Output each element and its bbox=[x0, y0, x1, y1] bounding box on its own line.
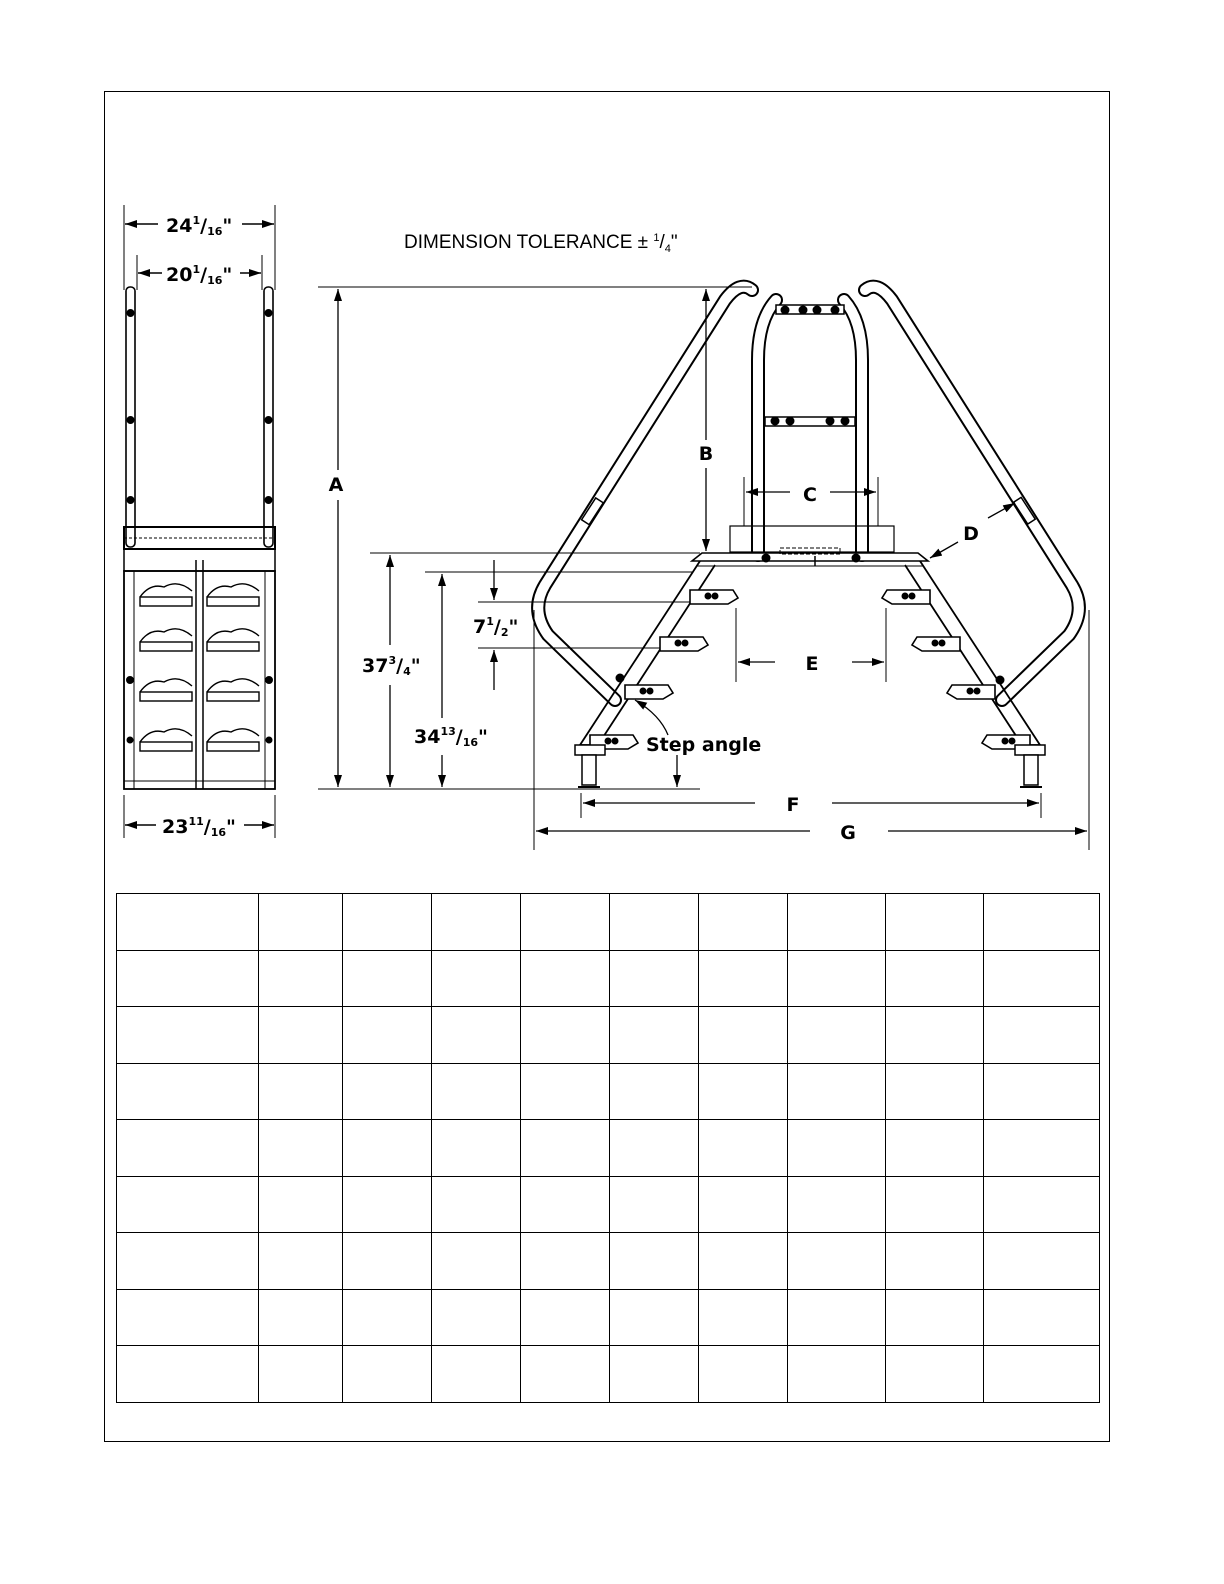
side-view bbox=[318, 287, 1089, 850]
left-treads bbox=[590, 590, 738, 749]
table-cell bbox=[610, 1007, 699, 1064]
right-stringer bbox=[905, 561, 1040, 745]
table-row bbox=[117, 1120, 1100, 1177]
table-cell bbox=[343, 1233, 432, 1290]
table-cell bbox=[432, 1120, 521, 1177]
table-cell bbox=[432, 1176, 521, 1233]
table-cell bbox=[259, 1289, 343, 1346]
table-cell bbox=[432, 1063, 521, 1120]
table-cell bbox=[886, 1007, 984, 1064]
step-angle-leader bbox=[635, 700, 668, 735]
table-cell bbox=[259, 1233, 343, 1290]
table-cell bbox=[610, 1346, 699, 1403]
table-cell bbox=[610, 1289, 699, 1346]
table-cell bbox=[521, 1007, 610, 1064]
table-cell bbox=[610, 1233, 699, 1290]
table-cell bbox=[788, 1233, 886, 1290]
table-cell bbox=[886, 1289, 984, 1346]
table-cell bbox=[699, 1120, 788, 1177]
label-c: C bbox=[803, 484, 817, 506]
label-g: G bbox=[840, 822, 856, 844]
table-cell bbox=[699, 1289, 788, 1346]
table-cell bbox=[886, 1120, 984, 1177]
table-cell bbox=[610, 894, 699, 951]
table-cell bbox=[886, 950, 984, 1007]
table-cell bbox=[521, 1233, 610, 1290]
table-cell bbox=[521, 1346, 610, 1403]
table-cell bbox=[117, 1120, 259, 1177]
step-rise-label: $7^1/2$" bbox=[473, 615, 519, 639]
front-view bbox=[124, 205, 275, 838]
label-d: D bbox=[963, 523, 979, 545]
table-cell bbox=[343, 1063, 432, 1120]
label-b: B bbox=[698, 443, 714, 465]
table-cell bbox=[259, 894, 343, 951]
table-row bbox=[117, 1007, 1100, 1064]
table-cell bbox=[117, 950, 259, 1007]
table-cell bbox=[699, 950, 788, 1007]
table-cell bbox=[984, 894, 1100, 951]
left-stringer bbox=[580, 561, 715, 745]
table-row bbox=[117, 950, 1100, 1007]
stair-body bbox=[124, 571, 275, 789]
table-cell bbox=[117, 1176, 259, 1233]
table-cell bbox=[788, 1289, 886, 1346]
specification-table bbox=[116, 893, 1100, 1403]
table-cell bbox=[984, 1063, 1100, 1120]
tolerance-title: DIMENSION TOLERANCE ± $^1/_4$" bbox=[404, 232, 678, 255]
table-cell bbox=[432, 1346, 521, 1403]
table-cell bbox=[259, 1176, 343, 1233]
table-row bbox=[117, 1176, 1100, 1233]
table-cell bbox=[984, 1120, 1100, 1177]
table-cell bbox=[432, 1233, 521, 1290]
table-cell bbox=[343, 1120, 432, 1177]
table-cell bbox=[886, 894, 984, 951]
table-cell bbox=[984, 1346, 1100, 1403]
outer-width-label: $24^1/16$" bbox=[166, 214, 233, 238]
right-outer-handrail bbox=[865, 287, 1079, 700]
table-cell bbox=[699, 1007, 788, 1064]
table-cell bbox=[788, 1346, 886, 1403]
table-cell bbox=[117, 1346, 259, 1403]
table-cell bbox=[984, 1233, 1100, 1290]
dimension-d bbox=[930, 542, 958, 558]
table-cell bbox=[521, 1063, 610, 1120]
right-treads bbox=[882, 590, 1030, 749]
table-cell bbox=[432, 894, 521, 951]
table-cell bbox=[610, 950, 699, 1007]
table-row bbox=[117, 1346, 1100, 1403]
table-cell bbox=[117, 894, 259, 951]
table-cell bbox=[699, 1346, 788, 1403]
table-row bbox=[117, 1289, 1100, 1346]
table-cell bbox=[117, 1007, 259, 1064]
table-cell bbox=[117, 1063, 259, 1120]
table-row bbox=[117, 1063, 1100, 1120]
table-cell bbox=[699, 1233, 788, 1290]
table-cell bbox=[610, 1120, 699, 1177]
table-cell bbox=[343, 1176, 432, 1233]
table-cell bbox=[343, 950, 432, 1007]
table-cell bbox=[259, 1063, 343, 1120]
table-cell bbox=[788, 894, 886, 951]
table-cell bbox=[610, 1063, 699, 1120]
table-cell bbox=[432, 1289, 521, 1346]
table-cell bbox=[984, 1007, 1100, 1064]
platform-height-label: $37^3/4$" bbox=[362, 654, 421, 678]
table-cell bbox=[521, 950, 610, 1007]
table-cell bbox=[343, 1007, 432, 1064]
table-cell bbox=[788, 1007, 886, 1064]
table-cell bbox=[432, 950, 521, 1007]
table-cell bbox=[699, 894, 788, 951]
step-angle-label: Step angle bbox=[646, 734, 762, 756]
table-cell bbox=[886, 1176, 984, 1233]
table-cell bbox=[699, 1176, 788, 1233]
table-cell bbox=[984, 1176, 1100, 1233]
table-cell bbox=[984, 1289, 1100, 1346]
table-cell bbox=[788, 1063, 886, 1120]
table-cell bbox=[984, 950, 1100, 1007]
table-cell bbox=[259, 1120, 343, 1177]
label-e: E bbox=[805, 653, 819, 675]
table-cell bbox=[259, 1007, 343, 1064]
table-cell bbox=[788, 1120, 886, 1177]
table-cell bbox=[886, 1063, 984, 1120]
label-f: F bbox=[786, 794, 800, 816]
inner-width-label: $20^1/16$" bbox=[166, 263, 233, 287]
table-row bbox=[117, 894, 1100, 951]
table-cell bbox=[886, 1233, 984, 1290]
base-width-label: $23^{11}/16$" bbox=[162, 815, 236, 839]
table-cell bbox=[343, 1289, 432, 1346]
table-row bbox=[117, 1233, 1100, 1290]
left-outer-handrail bbox=[538, 287, 752, 700]
table-cell bbox=[788, 950, 886, 1007]
label-a: A bbox=[328, 474, 344, 496]
table-cell bbox=[886, 1346, 984, 1403]
table-cell bbox=[610, 1176, 699, 1233]
table-cell bbox=[343, 894, 432, 951]
table-cell bbox=[432, 1007, 521, 1064]
table-cell bbox=[117, 1289, 259, 1346]
top-step-height-label: $34^{13}/16$" bbox=[414, 725, 488, 749]
table-cell bbox=[521, 894, 610, 951]
table-cell bbox=[343, 1346, 432, 1403]
table-cell bbox=[117, 1233, 259, 1290]
table-cell bbox=[259, 1346, 343, 1403]
table-cell bbox=[699, 1063, 788, 1120]
table-cell bbox=[788, 1176, 886, 1233]
table-cell bbox=[259, 950, 343, 1007]
table-cell bbox=[521, 1289, 610, 1346]
table-cell bbox=[521, 1176, 610, 1233]
table-cell bbox=[521, 1120, 610, 1177]
